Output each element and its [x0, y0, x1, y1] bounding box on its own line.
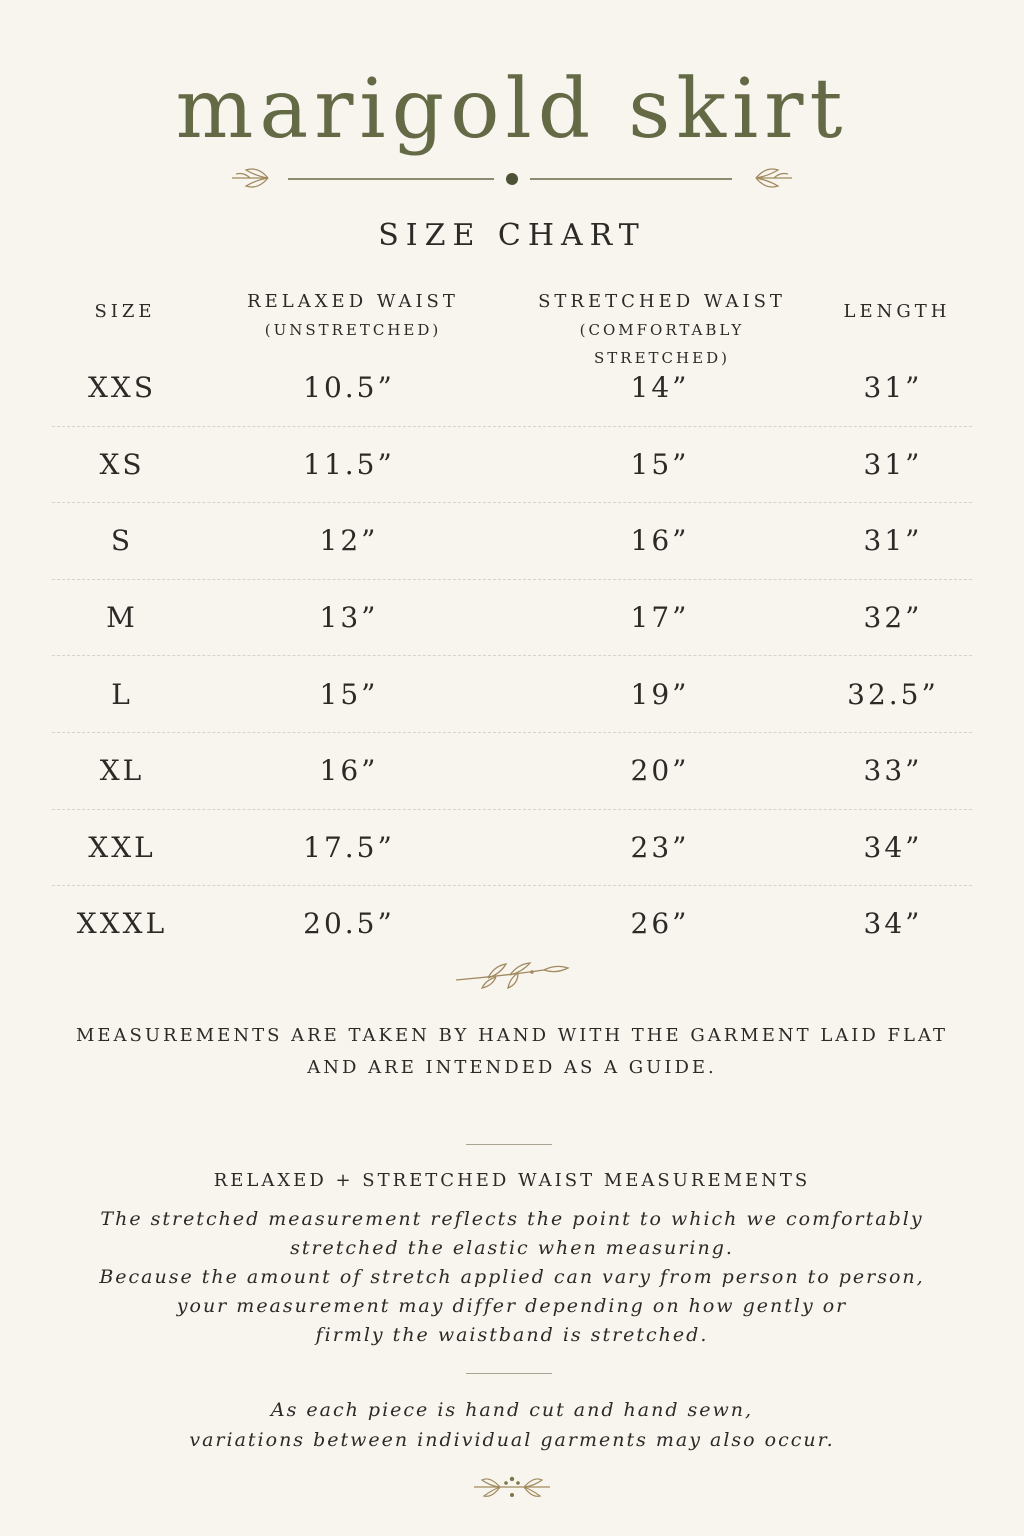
- column-header-label: LENGTH: [843, 301, 951, 322]
- cell-length: 34”: [863, 907, 923, 941]
- cell-relaxed-waist: 16”: [319, 754, 379, 788]
- column-header-sublabel: (COMFORTABLY STRETCHED): [579, 321, 745, 367]
- cell-stretched-waist: 14”: [630, 371, 690, 405]
- size-table: [52, 350, 972, 962]
- cell-stretched-waist: 20”: [630, 754, 690, 788]
- closing-line: As each piece is hand cut and hand sewn,: [270, 1399, 754, 1421]
- cell-length: 32.5”: [847, 677, 939, 711]
- cell-relaxed-waist: 13”: [319, 601, 379, 635]
- floral-sprig-icon: [470, 1470, 554, 1504]
- cell-size: S: [110, 524, 134, 558]
- note-line: MEASUREMENTS ARE TAKEN BY HAND WITH THE GARMENT LAID FLAT: [75, 1025, 948, 1046]
- body-line: The stretched measurement reflects the point to which we comfortably: [100, 1208, 924, 1230]
- column-header-size: [60, 298, 190, 326]
- cell-length: 32”: [863, 601, 923, 635]
- cell-length: 34”: [863, 830, 923, 864]
- page-subtitle: SIZE CHART: [378, 218, 646, 253]
- cell-relaxed-waist: 11.5”: [303, 447, 395, 481]
- cell-stretched-waist: 23”: [630, 830, 690, 864]
- cell-size: XXS: [87, 371, 157, 405]
- cell-stretched-waist: 26”: [630, 907, 690, 941]
- cell-size: L: [111, 677, 133, 711]
- section-heading: RELAXED + STRETCHED WAIST MEASUREMENTS: [213, 1170, 811, 1191]
- cell-stretched-waist: 15”: [630, 447, 690, 481]
- page-title: marigold skirt: [175, 62, 849, 157]
- section-body: [0, 1205, 1024, 1350]
- measurement-note: [0, 1020, 1024, 1084]
- cell-stretched-waist: 16”: [630, 524, 690, 558]
- table-row: [52, 350, 972, 427]
- cell-relaxed-waist: 12”: [319, 524, 379, 558]
- table-row: [52, 733, 972, 810]
- column-header-sublabel: (UNSTRETCHED): [264, 321, 442, 339]
- cell-relaxed-waist: 17.5”: [303, 830, 395, 864]
- column-header-label: STRETCHED WAIST: [538, 291, 786, 312]
- divider-line: [466, 1373, 552, 1374]
- cell-length: 31”: [863, 524, 923, 558]
- body-line: your measurement may differ depending on how gently or: [176, 1295, 848, 1317]
- cell-size: XL: [99, 754, 145, 788]
- note-line: AND ARE INTENDED AS A GUIDE.: [307, 1057, 717, 1078]
- body-line: Because the amount of stretch applied can vary from person to person,: [99, 1266, 925, 1288]
- closing-note: [0, 1395, 1024, 1455]
- leaf-divider-icon: [220, 160, 804, 200]
- sprig-icon: [452, 958, 572, 994]
- cell-stretched-waist: 17”: [630, 601, 690, 635]
- cell-relaxed-waist: 15”: [319, 677, 379, 711]
- table-row: [52, 503, 972, 580]
- cell-size: XXXL: [76, 907, 168, 941]
- column-header-relaxed-waist: [200, 288, 506, 344]
- closing-line: variations between individual garments may also occur.: [189, 1429, 835, 1451]
- table-row: [52, 810, 972, 887]
- cell-length: 31”: [863, 447, 923, 481]
- divider-line: [466, 1144, 552, 1145]
- cell-length: 31”: [863, 371, 923, 405]
- column-header-length: [822, 298, 972, 326]
- cell-stretched-waist: 19”: [630, 677, 690, 711]
- table-row: [52, 427, 972, 504]
- cell-relaxed-waist: 20.5”: [303, 907, 395, 941]
- table-row: [52, 886, 972, 962]
- cell-size: XXL: [88, 830, 156, 864]
- body-line: stretched the elastic when measuring.: [290, 1237, 734, 1259]
- body-line: firmly the waistband is stretched.: [315, 1324, 709, 1346]
- column-header-label: RELAXED WAIST: [247, 291, 459, 312]
- table-row: [52, 656, 972, 733]
- cell-relaxed-waist: 10.5”: [303, 371, 395, 405]
- cell-length: 33”: [863, 754, 923, 788]
- cell-size: M: [106, 601, 138, 635]
- table-row: [52, 580, 972, 657]
- column-header-label: SIZE: [94, 301, 156, 322]
- cell-size: XS: [99, 447, 145, 481]
